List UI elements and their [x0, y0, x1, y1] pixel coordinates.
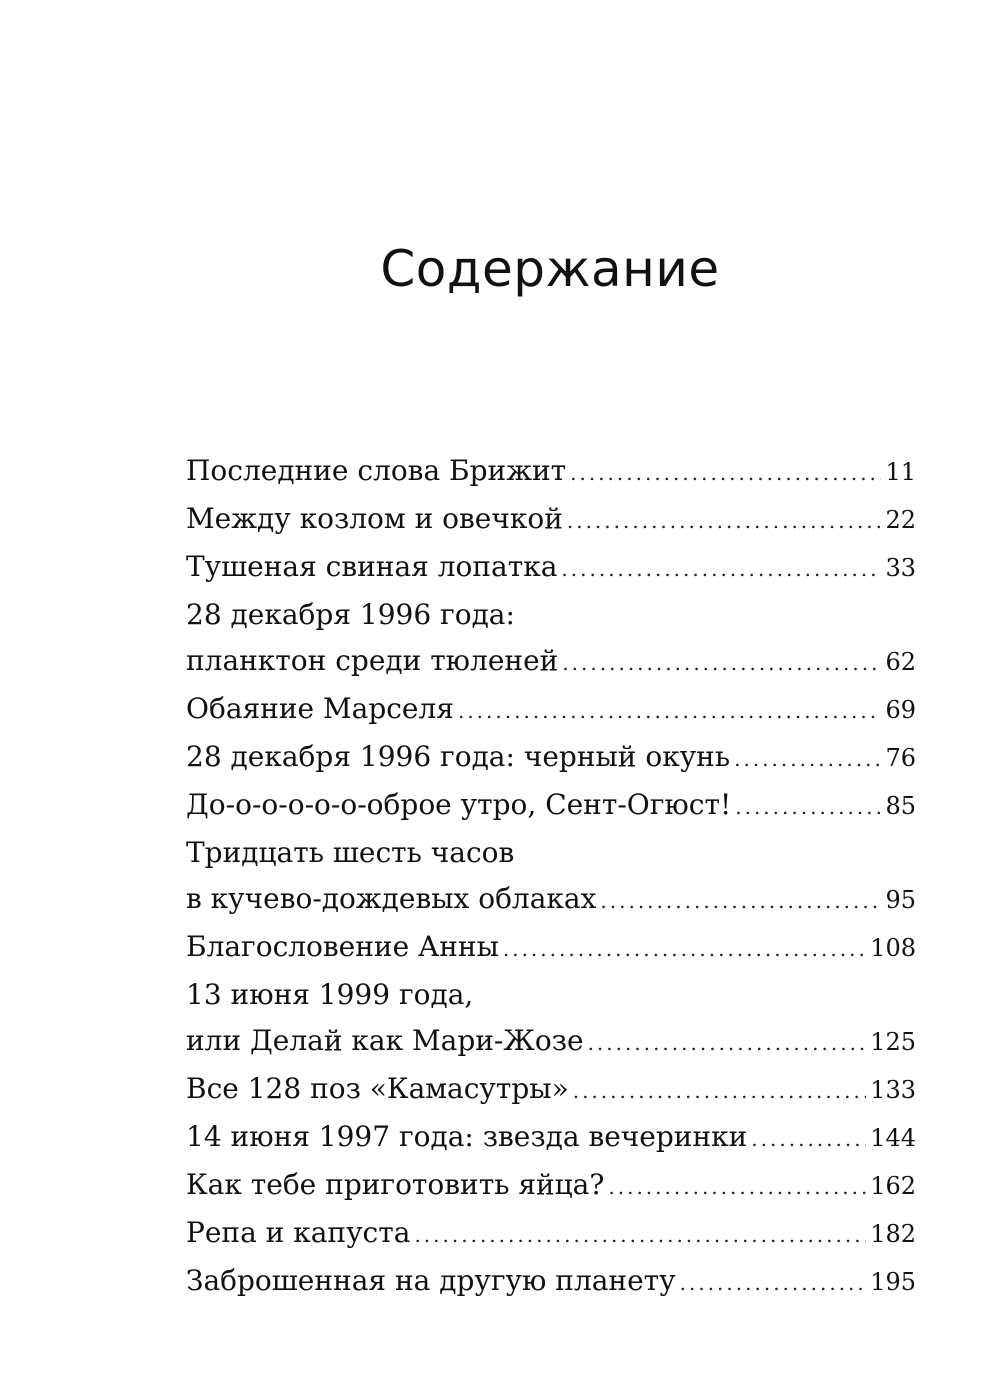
toc-row [186, 1066, 916, 1114]
toc-entry [186, 1162, 916, 1210]
dot-leader [734, 736, 881, 782]
toc-page-number: 85 [885, 792, 916, 820]
toc-row [186, 1114, 916, 1162]
toc-entry-title: Благословение Анны [186, 930, 499, 963]
toc-row [186, 638, 916, 686]
toc-entry [186, 924, 916, 972]
toc-row [186, 782, 916, 830]
toc-row [186, 1210, 916, 1258]
toc-page-number: 33 [885, 554, 916, 582]
toc-entry-first-line: 13 июня 1999 года, [186, 978, 474, 1011]
toc-entry-title: Заброшенная на другую планету [186, 1264, 676, 1297]
toc-row [186, 448, 916, 496]
toc-entry-title: До-о-о-о-о-о-оброе утро, Сент-Огюст! [186, 788, 732, 821]
toc-row [186, 544, 916, 592]
dot-leader [458, 688, 881, 734]
toc-entry-title: Обаяние Марселя [186, 692, 454, 725]
toc-page-number: 125 [870, 1028, 916, 1056]
toc-entry [186, 734, 916, 782]
table-of-contents [186, 448, 916, 1306]
dot-leader [735, 784, 881, 830]
toc-entry [186, 1210, 916, 1258]
toc-entry-title: 28 декабря 1996 года: черный окунь [186, 740, 731, 773]
toc-entry-first-line: Тридцать шесть часов [186, 836, 515, 869]
toc-page-number: 22 [885, 506, 916, 534]
toc-row [186, 734, 916, 782]
dot-leader [588, 1020, 867, 1066]
toc-row [186, 496, 916, 544]
toc-page-number: 162 [870, 1172, 916, 1200]
toc-entry [186, 1258, 916, 1306]
toc-entry-title: Последние слова Брижит [186, 454, 567, 487]
dot-leader [561, 546, 881, 592]
toc-entry [186, 592, 916, 686]
toc-entry-title: 14 июня 1997 года: звезда вечеринки [186, 1120, 748, 1153]
toc-page-number: 144 [870, 1124, 916, 1152]
toc-entry-title: Тушеная свиная лопатка [186, 550, 558, 583]
toc-page-number: 133 [870, 1076, 916, 1104]
dot-leader [573, 1068, 866, 1114]
dot-leader [608, 1164, 866, 1210]
dot-leader [751, 1116, 866, 1162]
dot-leader [680, 1260, 867, 1306]
toc-entry [186, 782, 916, 830]
toc-entry-first-line: 28 декабря 1996 года: [186, 598, 515, 631]
dot-leader [570, 450, 881, 496]
toc-page-number: 108 [870, 934, 916, 962]
toc-entry-title: в кучево-дождевых облаках [186, 882, 597, 915]
page-title: Содержание [380, 240, 720, 298]
dot-leader [567, 498, 882, 544]
toc-entry-title: Как тебе приготовить яйца? [186, 1168, 605, 1201]
dot-leader [414, 1212, 866, 1258]
toc-entry-title: или Делай как Мари-Жозе [186, 1024, 584, 1057]
dot-leader [503, 926, 866, 972]
toc-row [186, 1018, 916, 1066]
toc-entry [186, 972, 916, 1066]
toc-row [186, 1258, 916, 1306]
toc-entry-title: Репа и капуста [186, 1216, 411, 1249]
toc-entry-title: Между козлом и овечкой [186, 502, 563, 535]
toc-page-number: 195 [870, 1268, 916, 1296]
toc-entry [186, 448, 916, 496]
toc-entry [186, 496, 916, 544]
toc-entry [186, 686, 916, 734]
toc-row [186, 686, 916, 734]
toc-row [186, 876, 916, 924]
toc-row [186, 924, 916, 972]
toc-page-number: 62 [885, 648, 916, 676]
toc-entry [186, 544, 916, 592]
dot-leader [600, 878, 881, 924]
toc-entry-title: Все 128 поз «Камасутры» [186, 1072, 569, 1105]
toc-row [186, 1162, 916, 1210]
toc-entry-title: планктон среди тюленей [186, 644, 559, 677]
dot-leader [562, 640, 881, 686]
toc-page-number: 182 [870, 1220, 916, 1248]
toc-entry [186, 1114, 916, 1162]
toc-page-number: 69 [885, 696, 916, 724]
toc-page-number: 11 [885, 458, 916, 486]
toc-entry [186, 830, 916, 924]
toc-entry [186, 1066, 916, 1114]
toc-page-number: 76 [885, 744, 916, 772]
toc-page-number: 95 [885, 886, 916, 914]
